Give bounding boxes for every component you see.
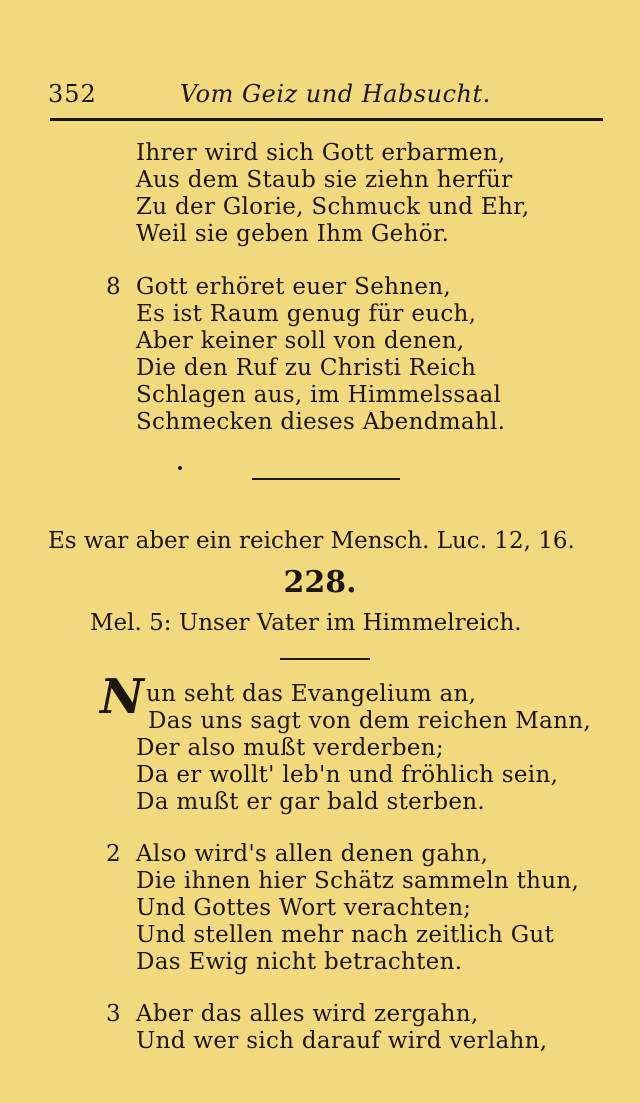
drop-cap: N	[100, 669, 144, 725]
verse-line: Da mußt er gar bald sterben.	[136, 789, 485, 815]
verse-line: Das uns sagt von dem reichen Mann,	[148, 708, 592, 734]
verse-line: Da er wollt' leb'n und fröhlich sein,	[136, 762, 559, 788]
melody-line: Mel. 5: Unser Vater im Himmelreich.	[90, 610, 522, 636]
verse-line: Und stellen mehr nach zeitlich Gut	[136, 922, 555, 948]
verse-line: Schlagen aus, im Himmelssaal	[136, 382, 502, 408]
verse-line: Aus dem Staub sie ziehn herfür	[136, 167, 513, 193]
verse-line: Die ihnen hier Schätz sammeln thun,	[136, 868, 580, 894]
section-divider	[252, 478, 400, 480]
page-header	[48, 80, 600, 114]
verse-line: Es ist Raum genug für euch,	[136, 301, 477, 327]
verse-line: Also wird's allen denen gahn,	[136, 841, 489, 867]
stanza-number: 2	[106, 841, 121, 867]
scripture-reference: Es war aber ein reicher Mensch. Luc. 12, 16.	[48, 528, 575, 554]
verse-line: Ihrer wird sich Gott erbarmen,	[136, 140, 506, 166]
hymn-number: 228.	[283, 565, 357, 600]
running-title: Vom Geiz und Habsucht.	[180, 80, 491, 108]
verse-line: Aber keiner soll von denen,	[136, 328, 465, 354]
melody-divider	[280, 658, 370, 660]
verse-line: Und Gottes Wort verachten;	[136, 895, 472, 921]
stanza-number: 3	[106, 1001, 121, 1027]
verse-line: un seht das Evangelium an,	[146, 681, 477, 707]
verse-line: Zu der Glorie, Schmuck und Ehr,	[136, 194, 530, 220]
header-rule	[50, 118, 603, 121]
verse-line: Und wer sich darauf wird verlahn,	[136, 1028, 548, 1054]
verse-line: Die den Ruf zu Christi Reich	[136, 355, 477, 381]
verse-line: Das Ewig nicht betrachten.	[136, 949, 463, 975]
verse-line: Schmecken dieses Abendmahl.	[136, 409, 506, 435]
verse-line: Gott erhöret euer Sehnen,	[136, 274, 452, 300]
page-number: 352	[48, 80, 97, 108]
stanza-number: 8	[106, 274, 121, 300]
verse-line: Der also mußt verderben;	[136, 735, 444, 761]
verse-line: Weil sie geben Ihm Gehör.	[136, 221, 450, 247]
verse-line: Aber das alles wird zergahn,	[136, 1001, 479, 1027]
ink-speck	[178, 466, 182, 470]
